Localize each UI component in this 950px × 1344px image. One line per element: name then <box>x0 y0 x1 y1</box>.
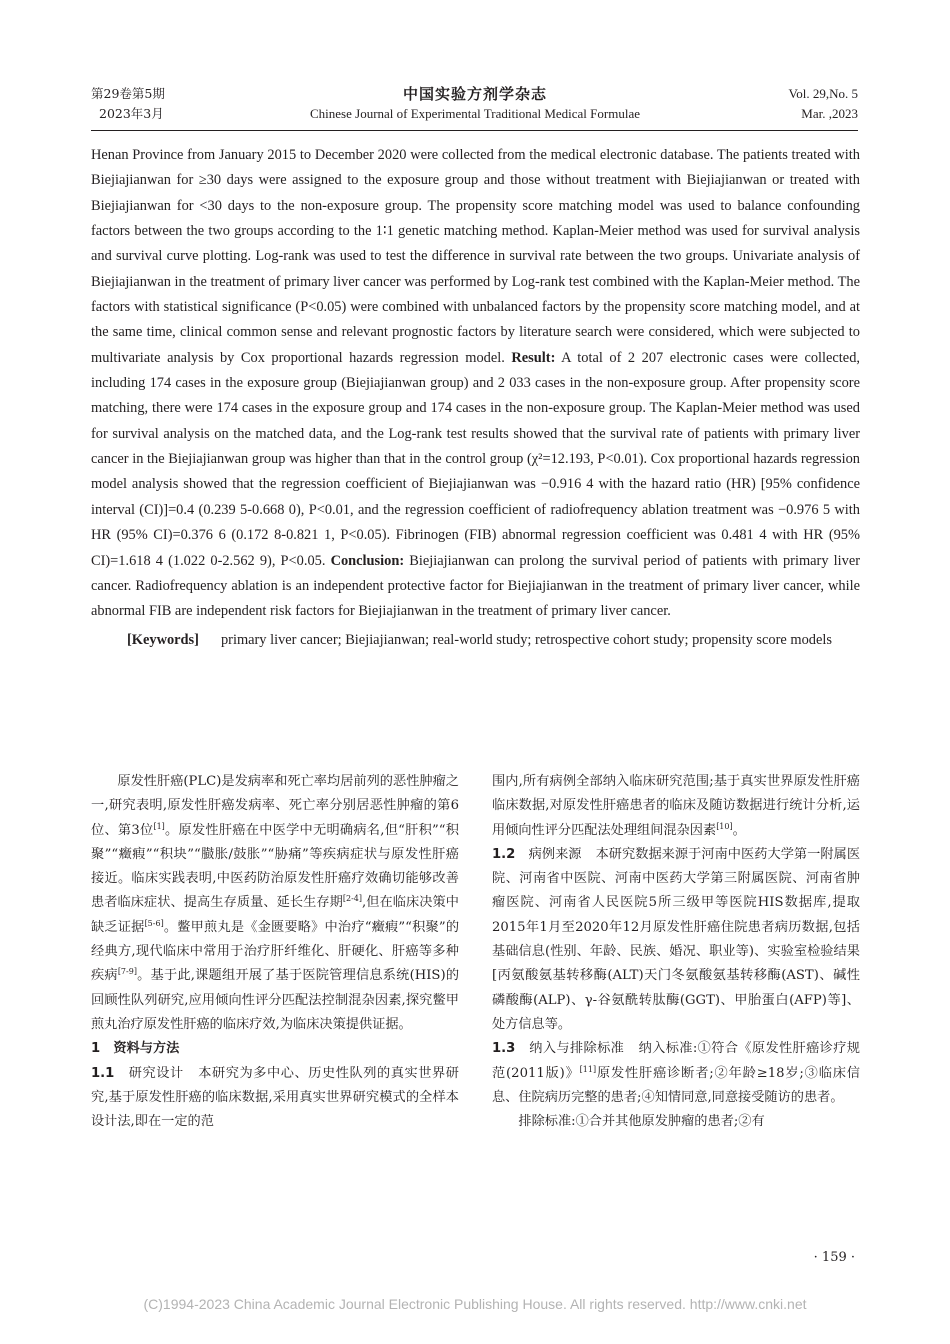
inclusion-text-a: 纳入标准:①符合《原发性肝癌诊疗规范(2011版)》 <box>492 1041 860 1081</box>
subsection-1-1 <box>91 1062 459 1135</box>
intro-text-e: 。基于此,课题组开展了基于医院管理信息系统(HIS)的回顾性队列研究,应用倾向性评分匹配法控制混杂因素,探究鳖甲煎丸治疗原发性肝癌的临床疗效,为临床决策提供证据。 <box>91 968 460 1032</box>
conclusion-label: Conclusion: <box>330 552 405 569</box>
header-month-year: Mar. ,2023 <box>801 106 858 121</box>
subsection-text: 本研究数据来源于河南中医药大学第一附属医院、河南省中医院、河南中医药大学第三附属医院、河南省肿瘤医院、河南省人民医院5所三级甲等医院HIS数据库,提取2015年1月至2020年12月原发性肝癌住院患者病历数据,包括基础信息(性别、年龄、民族、婚况、职业等)、实验室检验结果[丙氨酸氨基转移酶(ALT)天门冬氨酸氨基转移酶(AST)、碱性磷酸酶(ALP)、γ-谷氨酰转肽酶(GGT)、甲胎蛋白(AFP)等]、处方信息等。 <box>492 846 861 1032</box>
subsection-title: 病例来源 <box>528 846 582 862</box>
subsection-number: 1.2 <box>492 846 529 862</box>
subsection-1-3 <box>492 1037 860 1110</box>
citation-ref: [11] <box>579 1064 597 1074</box>
result-text: A total of 2 207 electronic cases were collected, including 174 cases in the exposure group (Biejiajianwan group) and 2 033 cases in the non-exposure group. After propensity score matching, there were 174 cases in the exposure group and 174 cases in the non-exposure group. The Kaplan-Meier method was used for survival analysis on the matched data, and the Log-rank test results showed that the survival rate of patients with primary liver cancer in the Biejiajianwan group was higher than that in the control group (χ²=12.193, P<0.01). Cox proportional hazards regression model analysis showed that the regression coefficient of Biejiajianwan was −0.916 4 with the hazard ratio (HR) [95% confidence interval (CI)]=0.4 (0.239 5-0.668 0), P<0.01, and the regression coefficient of radiofrequency ablation treatment was −0.976 5 with HR (95% CI)=0.376 6 (0.172 8-0.821 1, P<0.05). Fibrinogen (FIB) abnormal regression coefficient was 0.481 4 with HR (95% CI)=1.618 4 (1.022 0-2.562 9), P<0.05. <box>91 349 860 569</box>
citation-ref: [1] <box>153 821 165 831</box>
result-label: Result: <box>511 349 556 366</box>
abstract-methods-text: Henan Province from January 2015 to December 2020 were collected from the medical electronic database. The patients treated with Biejiajianwan for ≥30 days were assigned to the exposure group and those without treatment with Biejiajianwan or treated with Biejiajianwan for <30 days to the non-exposure group. The propensity score matching model was used to balance confounding factors between the two groups according to the 1∶1 genetic matching method. Kaplan-Meier method was used for survival analysis and survival curve plotting. Log-rank was used to test the difference in survival rate between the two groups. Univariate analysis of Biejiajianwan in the treatment of primary liver cancer was performed by Log-rank test combined with the Kaplan-Meier method. The factors with statistical significance (P<0.05) were combined with unbalanced factors by the propensity score matching model, and at the same time, clinical common sense and relevant prognostic factors by literature search were considered, which were subjected to multivariate analysis by Cox proportional hazards regression model. <box>91 147 860 366</box>
header-volume-issue: 第29卷第5期 <box>91 86 165 101</box>
conclusion-text: Biejiajianwan can prolong the survival period of patients with primary liver cancer. Radiofrequency ablation is an independent protective factor for Biejiajianwan in the treatment of primary liver cancer, while abnormal FIB are independent risk factors for Biejiajianwan in the treatment of primary liver cancer. <box>91 552 860 620</box>
english-abstract <box>91 143 860 653</box>
exclusion-criteria: 排除标准:①合并其他原发肿瘤的患者;②有 <box>518 1114 765 1130</box>
intro-text-c: ,但在临床决策中缺乏证据 <box>91 895 459 935</box>
citation-ref: [2-4] <box>342 894 362 904</box>
subsection-1-2 <box>492 843 860 1037</box>
journal-title-en: Chinese Journal of Experimental Traditional Medical Formulae <box>310 106 640 121</box>
body-column-right <box>492 770 860 1134</box>
intro-text-d: 。鳖甲煎丸是《金匮要略》中治疗“癥瘕”“积聚”的经典方,现代临床中常用于治疗肝纤维化、肝硬化、肝癌等多种疾病 <box>91 919 460 984</box>
inclusion-text-b: 原发性肝癌诊断者;②年龄≥18岁;③临床信息、住院病历完整的患者;④知情同意,同意接受随访的患者。 <box>492 1065 860 1105</box>
body-column-left <box>91 770 459 1134</box>
keywords-line <box>91 628 860 653</box>
citation-ref: [7-9] <box>117 967 137 977</box>
abstract-paragraph <box>91 143 860 625</box>
intro-paragraph <box>91 770 459 1037</box>
page-number: · 159 · <box>813 1250 855 1265</box>
journal-title-cn: 中国实验方剂学杂志 <box>402 85 547 103</box>
subsection-number: 1.3 <box>492 1041 530 1057</box>
subsection-title: 研究设计 <box>128 1065 184 1081</box>
citation-ref: [5-6] <box>144 918 164 928</box>
continuation-paragraph <box>492 770 860 843</box>
continuation-text-b: 。 <box>732 822 746 838</box>
keywords-label: [Keywords] <box>127 631 199 648</box>
header-vol-no: Vol. 29,No. 5 <box>788 86 858 101</box>
header-vol-info <box>789 84 858 124</box>
keywords-text: primary liver cancer; Biejiajianwan; real-world study; retrospective cohort study; propensity score models <box>220 631 832 648</box>
subsection-text: 本研究为多中心、历史性队列的真实世界研究,基于原发性肝癌的临床数据,采用真实世界研究模式的全样本设计法,即在一定的范 <box>91 1065 459 1130</box>
subsection-title: 纳入与排除标准 <box>529 1041 625 1057</box>
citation-ref: [10] <box>716 821 733 831</box>
continuation-text-a: 围内,所有病例全部纳入临床研究范围;基于真实世界原发性肝癌临床数据,对原发性肝癌患者的临床及随访数据进行统计分析,运用倾向性评分匹配法处理组间混杂因素 <box>492 774 860 838</box>
header-divider <box>91 130 858 131</box>
section-heading-1: 1 资料与方法 <box>91 1041 180 1057</box>
intro-text-a: 原发性肝癌(PLC)是发病率和死亡率均居前列的恶性肿瘤之一,研究表明,原发性肝癌发病率、死亡率分别居恶性肿瘤的第6位、第3位 <box>91 774 459 838</box>
intro-text-b: 。原发性肝癌在中医学中无明确病名,但“肝积”“积聚”“癥瘕”“积块”“臌胀/鼓胀”“胁痛”等疾病症状与原发性肝癌接近。临床实践表明,中医药防治原发性肝癌疗效确切能够改善患者临床症状、提高生存质量、延长生存期 <box>91 822 459 911</box>
subsection-number: 1.1 <box>91 1065 129 1081</box>
copyright-footer: (C)1994-2023 China Academic Journal Electronic Publishing House. All rights reserved. http://www.cnki.net <box>143 1296 807 1312</box>
header-date: 2023年3月 <box>99 106 164 121</box>
